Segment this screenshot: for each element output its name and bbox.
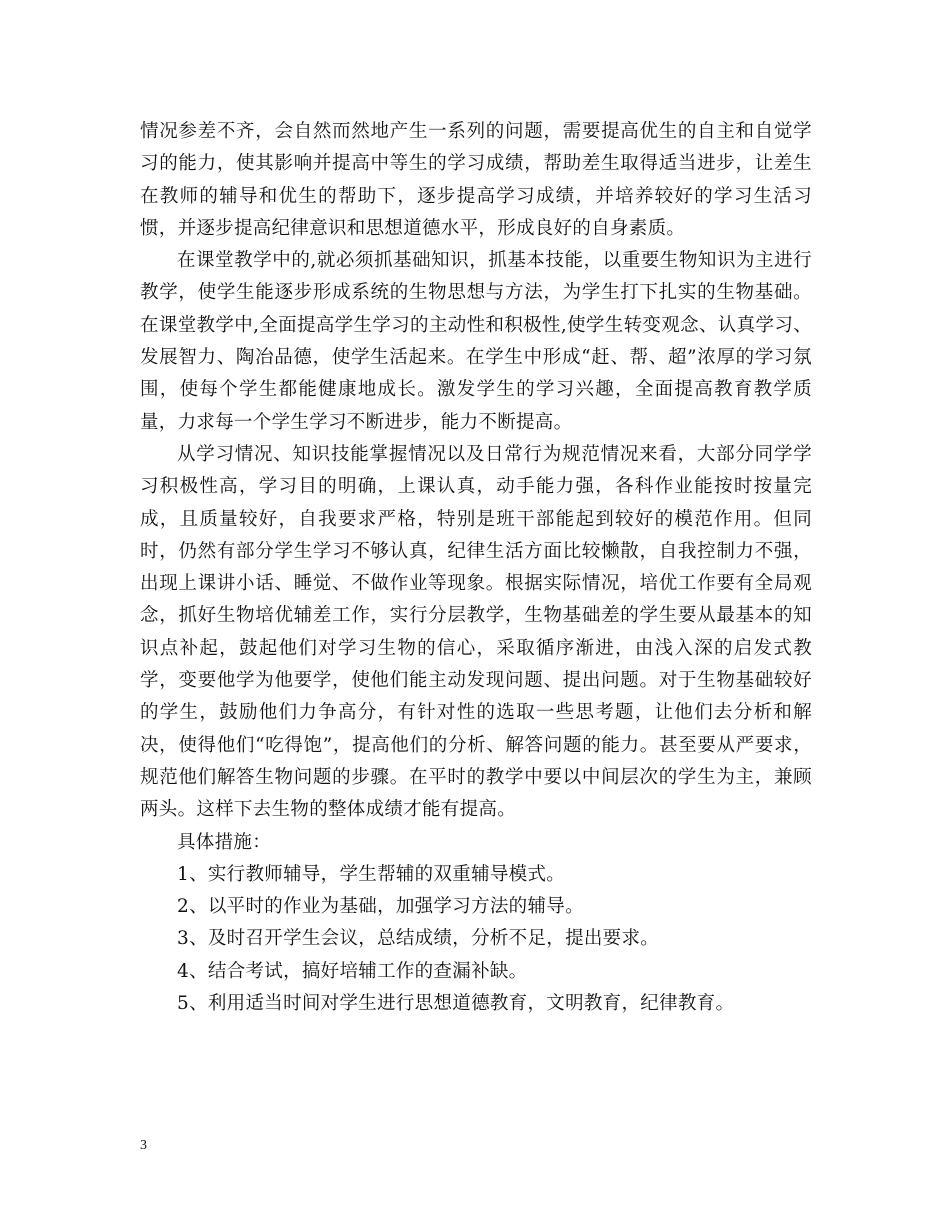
- measures-heading: 具体措施：: [177, 831, 272, 853]
- paragraph-1: 情况参差不齐，会自然而然地产生一系列的问题，需要提高优生的自主和自觉学习的能力，使其影响并提高中等生的学习成绩，帮助差生取得适当进步，让差生在教师的辅导和优生的帮助下，逐步提高学习成绩，并培养较好的学习生活习惯，并逐步提高纪律意识和思想道德水平，形成良好的自身素质。: [140, 121, 812, 239]
- measure-item-1: 1、实行教师辅导，学生帮辅的双重辅导模式。: [177, 863, 566, 885]
- measure-item-5: 5、利用适当时间对学生进行思想道德教育，文明教育，纪律教育。: [177, 993, 735, 1015]
- measure-item-4: 4、结合考试，搞好培辅工作的查漏补缺。: [177, 960, 528, 982]
- paragraph-2: 在课堂教学中的,就必须抓基础知识，抓基本技能，以重要生物知识为主进行教学，使学生能逐步形成系统的生物思想与方法，为学生打下扎实的生物基础。在课堂教学中,全面提高学生学习的主动性和积极性,使学生转变观念、认真学习、发展智力、陶冶品德，使学生活起来。在学生中形成“赶、帮、超”浓厚的学习氛围，使每个学生都能健康地成长。激发学生的学习兴趣，全面提高教育教学质量，力求每一个学生学习不断进步，能力不断提高。: [140, 250, 812, 433]
- measure-item-2: 2、以平时的作业为基础，加强学习方法的辅导。: [177, 896, 584, 918]
- page-number: 3: [140, 1138, 147, 1153]
- paragraph-3: 从学习情况、知识技能掌握情况以及日常行为规范情况来看，大部分同学学习积极性高，学习目的明确，上课认真，动手能力强，各科作业能按时按量完成，且质量较好，自我要求严格，特别是班干部能起到较好的模范作用。但同时，仍然有部分学生学习不够认真，纪律生活方面比较懒散，自我控制力不强，出现上课讲小话、睡觉、不做作业等现象。根据实际情况，培优工作要有全局观念，抓好生物培优辅差工作，实行分层教学，生物基础差的学生要从最基本的知识点补起，鼓起他们对学习生物的信心，采取循序渐进，由浅入深的启发式教学，变要他学为他要学，使他们能主动发现问题、提出问题。对于生物基础较好的学生，鼓励他们力争高分，有针对性的选取一些思考题，让他们去分析和解决，使得他们“吃得饱”，提高他们的分析、解答问题的能力。甚至要从严要求，规范他们解答生物问题的步骤。在平时的教学中要以中间层次的学生为主，兼顾两头。这样下去生物的整体成绩才能有提高。: [140, 443, 812, 821]
- document-body: [140, 116, 812, 1020]
- measure-item-3: 3、及时召开学生会议，总结成绩，分析不足，提出要求。: [177, 928, 660, 950]
